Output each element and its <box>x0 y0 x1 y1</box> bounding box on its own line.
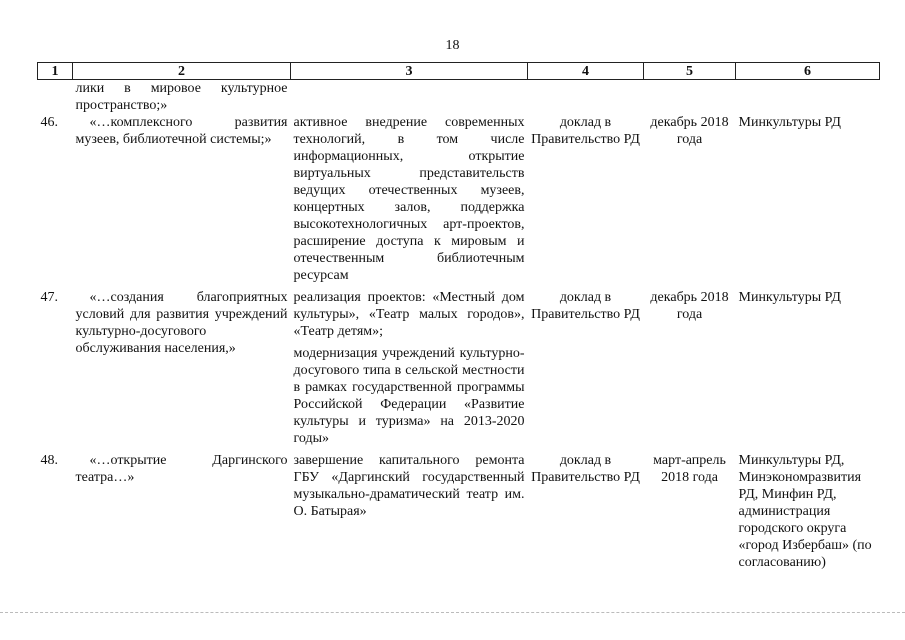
col-header-5: 5 <box>644 63 736 80</box>
header-row <box>38 63 880 80</box>
col-header-6: 6 <box>736 63 880 80</box>
col-header-2: 2 <box>73 63 291 80</box>
measure-text <box>291 114 528 289</box>
col-header-4: 4 <box>528 63 644 80</box>
deadline: декабрь 2018 года <box>650 290 729 322</box>
col-header-1: 1 <box>38 63 73 80</box>
task-text: «…открытие Даргинского театра…» <box>75 453 288 485</box>
row-number: 48. <box>40 453 58 468</box>
report-form: доклад в Правительство РД <box>531 453 640 485</box>
measure-text <box>291 452 528 571</box>
row-number: 47. <box>40 290 58 305</box>
deadline: декабрь 2018 года <box>650 115 729 147</box>
continuation-row <box>38 80 880 115</box>
task-text: «…комплексного развития музеев, библиотечной системы;» <box>75 115 288 147</box>
responsible: Минкультуры РД <box>738 115 841 130</box>
measure-text <box>291 289 528 452</box>
page-number: 18 <box>445 38 460 53</box>
responsible: Минкультуры РД <box>738 290 841 305</box>
report-form: доклад в Правительство РД <box>531 290 640 322</box>
col-header-3: 3 <box>291 63 528 80</box>
measure-paragraph: реализация проектов: «Местный дом культуры», «Театр малых городов», «Театр детям»; <box>293 290 525 339</box>
task-text: «…создания благоприятных условий для развития учреждений культурно-досугового обслуживания населения,» <box>75 290 288 356</box>
table-row <box>38 114 880 289</box>
report-form: доклад в Правительство РД <box>531 115 640 147</box>
responsible: Минкультуры РД, Минэкономразвития РД, Минфин РД, администрация городского округа «город Избербаш» (по согласованию) <box>738 453 872 570</box>
table-row <box>38 289 880 452</box>
scan-bottom-edge <box>0 612 905 613</box>
row-number: 46. <box>40 115 58 130</box>
table-row <box>38 452 880 571</box>
measures-table <box>37 62 880 571</box>
deadline: март-апрель 2018 года <box>653 453 726 485</box>
measure-paragraph: завершение капитального ремонта ГБУ «Даргинский государственный музыкально-драматический театр им. О. Батырая» <box>293 453 525 519</box>
measure-paragraph: активное внедрение современных технологий, в том числе информационных, открытие виртуальных представительств ведущих отечественных музеев, концертных залов, поддержка высокотехнологичных арт-проектов, расширение доступа к мировым и отечественным библиотечным ресурсам <box>293 115 525 283</box>
measure-paragraph: модернизация учреждений культурно-досугового типа в сельской местности в рамках государственной программы Российской Федерации «Развитие культуры и туризма» на 2013-2020 годы» <box>293 346 525 446</box>
continuation-text: лики в мировое культурное пространство;» <box>75 81 288 113</box>
